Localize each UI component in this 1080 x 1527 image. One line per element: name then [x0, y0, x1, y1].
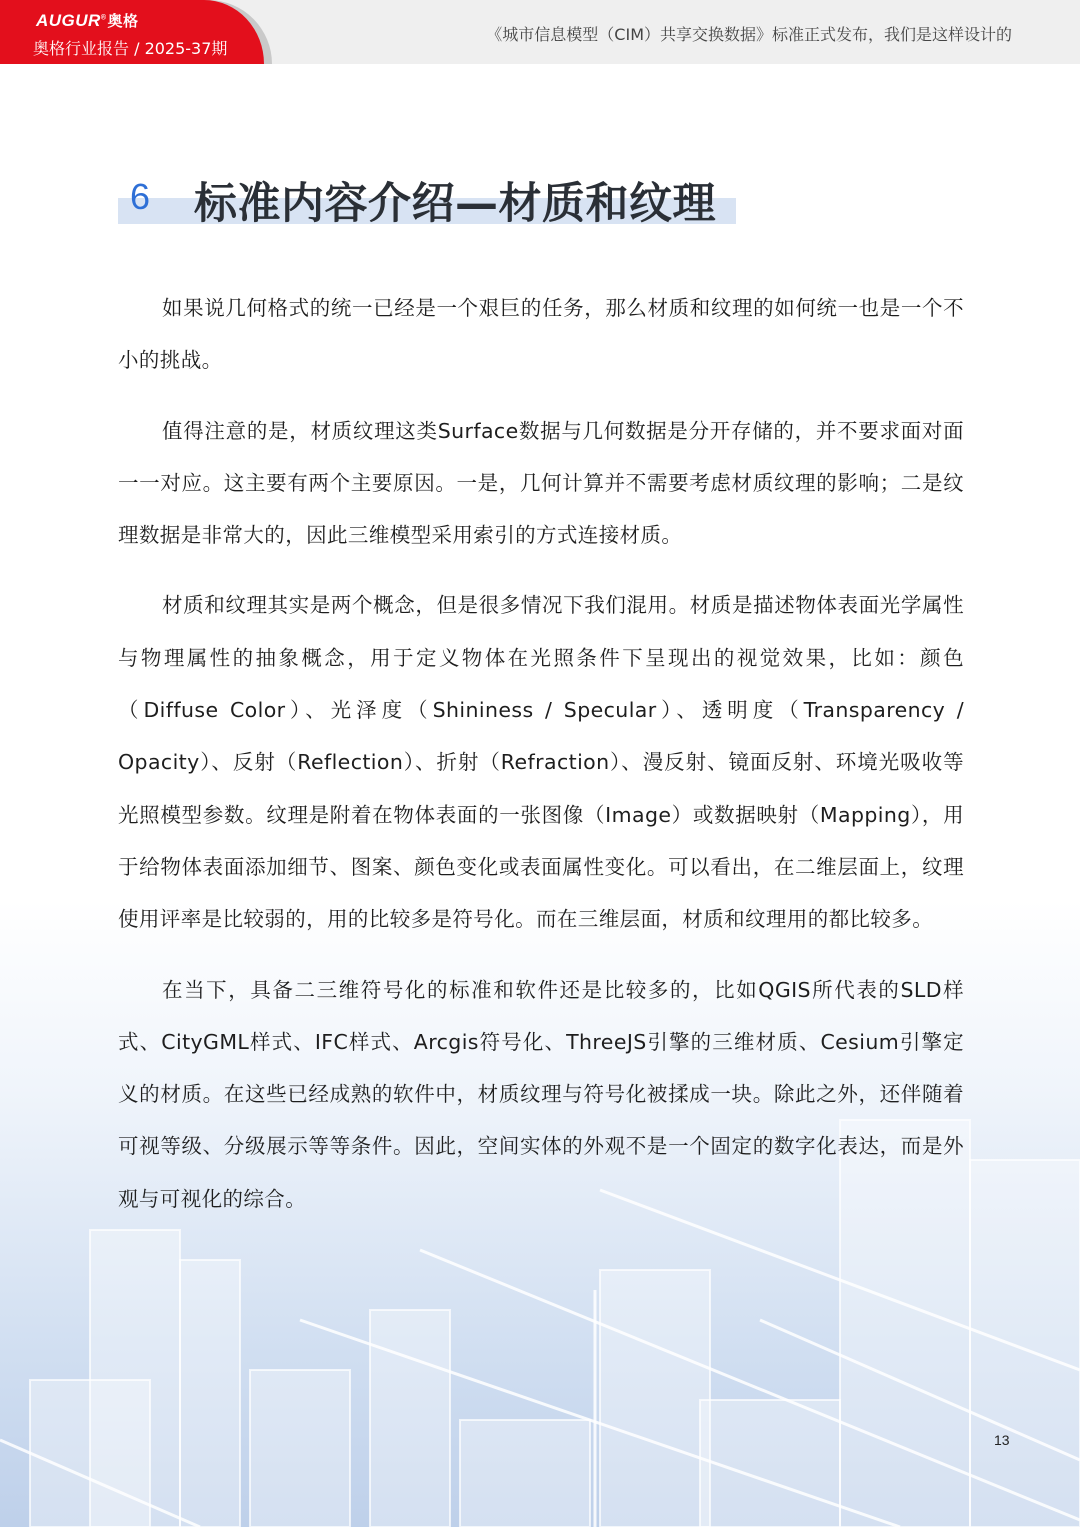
article-title: 《城市信息模型（CIM）共享交换数据》标准正式发布，我们是这样设计的	[486, 25, 1012, 44]
page-number: 13	[994, 1432, 1010, 1448]
registered-mark: ®	[100, 14, 107, 22]
paragraph: 材质和纹理其实是两个概念，但是很多情况下我们混用。材质是描述物体表面光学属性与物理属性的抽象概念，用于定义物体在光照条件下呈现出的视觉效果，比如：颜色（Diffuse Color）、光泽度（Shininess / Specular）、透明度（Transparency / Opacity）、反射（Reflection）、折射（Refraction）、漫反射、镜面反射、环境光吸收等光照模型参数。纹理是附着在物体表面的一张图像（Image）或数据映射（Mapping），用于给物体表面添加细节、图案、颜色变化或表面属性变化。可以看出，在二维层面上，纹理使用评率是比较弱的，用的比较多是符号化。而在三维层面，材质和纹理用的都比较多。	[118, 593, 964, 932]
section-title: 标准内容介绍—材质和纹理	[194, 179, 716, 229]
brand-logo	[36, 10, 139, 31]
brand-logo-cn: 奥格	[107, 13, 139, 30]
paragraph: 在当下，具备二三维符号化的标准和软件还是比较多的，比如QGIS所代表的SLD样式、CityGML样式、IFC样式、Arcgis符号化、ThreeJS引擎的三维材质、Cesium引擎定义的材质。在这些已经成熟的软件中，材质纹理与符号化被揉成一块。除此之外，还伴随着可视等级、分级展示等等条件。因此，空间实体的外观不是一个固定的数字化表达，而是外观与可视化的综合。	[118, 977, 964, 1211]
section-heading	[118, 168, 738, 228]
report-label: 奥格行业报告 / 2025-37期	[33, 39, 228, 58]
page-header	[0, 0, 1080, 64]
brand-block	[0, 0, 264, 64]
brand-logo-text: AUGUR	[36, 11, 101, 30]
paragraph: 如果说几何格式的统一已经是一个艰巨的任务，那么材质和纹理的如何统一也是一个不小的挑战。	[118, 296, 964, 373]
article-body	[118, 282, 964, 1243]
section-number: 6	[130, 176, 151, 217]
paragraph: 值得注意的是，材质纹理这类Surface数据与几何数据是分开存储的，并不要求面对面一一对应。这主要有两个主要原因。一是，几何计算并不需要考虑材质纹理的影响；二是纹理数据是非常大的，因此三维模型采用索引的方式连接材质。	[118, 418, 964, 548]
